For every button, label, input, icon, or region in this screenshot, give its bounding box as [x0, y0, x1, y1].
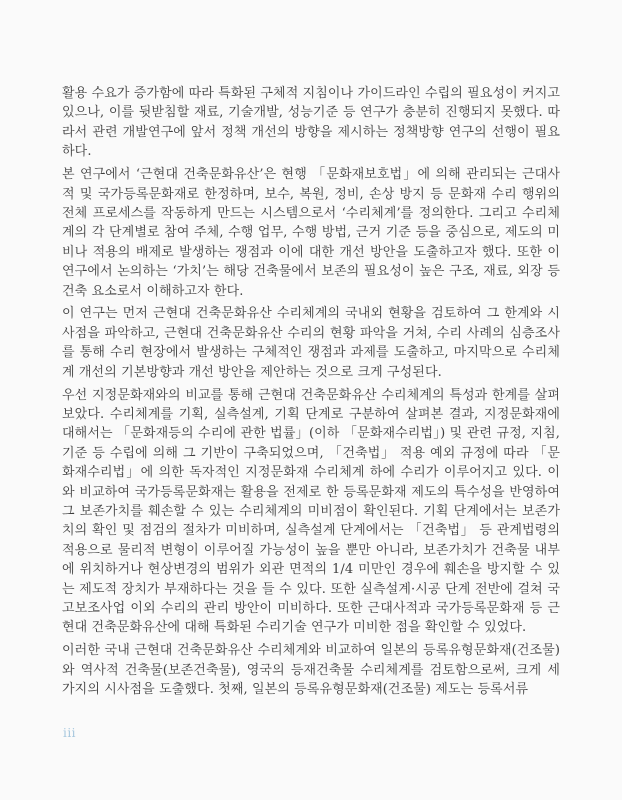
paragraph-3: 이 연구는 먼저 근현대 건축문화유산 수리체계의 국내외 현황을 검토하여 그 한계와 시사점을 파악하고, 근현대 건축문화유산 수리의 현황 파악을 거쳐, 수리 사례의 심층조사를 통해 수리 현장에서 발생하는 구체적인 쟁점과 과제를 도출하고, 마지막으로 수리체계 개선의 기본방향과 개선 방안을 제안하는 것으로 크게 구성된다. — [62, 306, 560, 380]
paragraph-1: 활용 수요가 증가함에 따라 특화된 구체적 지침이나 가이드라인 수립의 필요성이 커지고 있으나, 이를 뒷받침할 재료, 기술개발, 성능기준 등 연구가 충분히 진행되지 못했다. 따라서 관련 개발연구에 앞서 정책 개선의 방향을 제시하는 정책방향 연구의 선행이 필요하다. — [62, 86, 561, 160]
paragraph-4: 우선 지정문화재와의 비교를 통해 근현대 건축문화유산 수리체계의 특성과 한계를 살펴보았다. 수리체계를 기획, 실측설계, 기획 단계로 구분하여 살펴본 결과, 지정문화재에 대해서는 「문화재등의 수리에 관한 법률」(이하 「문화재수리법」) 및 관련 규정, 지침, 기준 등 수립에 의해 그 기반이 구축되었으며, 「건축법」 적용 예외 규정에 따라 「문화재수리법」에 의한 독자적인 지정문화재 수리체계 하에 수리가 이루어지고 있다. 이와 비교하여 국가등록문화재는 활용을 전제로 한 등록문화재 제도의 특수성을 반영하여 그 보존가치를 훼손할 수 있는 수리체계의 미비점이 확인된다. 기획 단계에서는 보존가치의 확인 및 점검의 절차가 미비하며, 실측설계 단계에서는 「건축법」 등 관계법령의 적용으로 물리적 변형이 이루어질 가능성이 높을 뿐만 아니라, 보존가치가 건축물 내부에 위치하거나 현상변경의 범위가 외관 면적의 1/4 미만인 경우에 훼손을 방지할 수 있는 제도적 장치가 부재하다는 것을 들 수 있다. 또한 실측설계·시공 단계 전반에 걸쳐 국고보조사업 이외 수리의 관리 방안이 미비하다. 또한 근대사적과 국가등록문화재 등 근현대 건축문화유산에 대해 특화된 수리기술 연구가 미비한 점을 확인할 수 있었다. — [62, 387, 560, 636]
paragraph-2: 본 연구에서 ‘근현대 건축문화유산’은 현행 「문화재보호법」에 의해 관리되는 근대사적 및 국가등록문화재로 한정하며, 보수, 복원, 정비, 손상 방지 등 문화재 수리 행위의 전체 프로세스를 작동하게 만드는 시스템으로서 ‘수리체계’를 정의한다. 그리고 수리체계의 각 단계별로 참여 주체, 수행 업무, 수행 방법, 근거 기준 등을 중심으로, 제도의 미비나 적용의 배제로 발생하는 쟁점과 이에 대한 개선 방안을 도출하고자 했다. 또한 이 연구에서 논의하는 ‘가치’는 해당 건축물에서 보존의 필요성이 높은 구조, 재료, 외장 등 건축 요소로서 이해하고자 한다. — [62, 167, 560, 299]
abstract-text-block — [62, 84, 560, 703]
paragraph-5: 이러한 국내 근현대 건축문화유산 수리체계와 비교하여 일본의 등록유형문화재(건조물)와 역사적 건축물(보존건축물), 영국의 등재건축물 수리체계를 검토함으로써, 크게 세 가지의 시사점을 도출했다. 첫째, 일본의 등록유형문화재(건조물) 제도는 등록서류 — [62, 643, 560, 698]
page-number: iii — [63, 726, 77, 740]
